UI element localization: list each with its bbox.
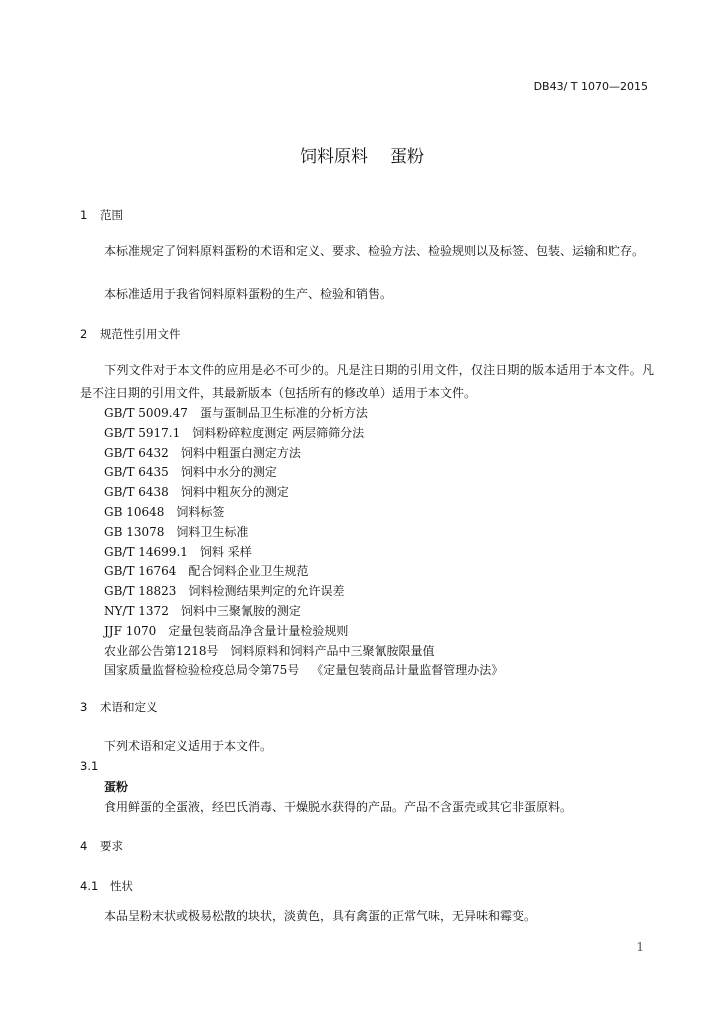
reference-item <box>104 602 301 619</box>
reference-code: GB/T 16764 <box>104 564 177 579</box>
reference-code: GB/T 6438 <box>104 485 169 500</box>
reference-title: 饲料中粗灰分的测定 <box>180 485 289 500</box>
section-3-intro: 下列术语和定义适用于本文件。 <box>104 739 273 753</box>
reference-code: GB/T 6435 <box>104 465 169 480</box>
reference-title: 《定量包装商品计量监督管理办法》 <box>311 663 504 678</box>
reference-title: 饲料 采样 <box>199 544 252 559</box>
reference-item <box>104 444 301 461</box>
subsection-title: 性状 <box>110 879 133 893</box>
section-1-paragraph-1 <box>80 240 654 263</box>
reference-title: 饲料卫生标准 <box>176 524 249 539</box>
reference-title: 配合饲料企业卫生规范 <box>188 564 309 579</box>
reference-code: NY/T 1372 <box>104 604 169 618</box>
section-title: 要求 <box>100 839 123 853</box>
reference-code: GB 10648 <box>104 505 165 519</box>
section-4-heading <box>80 838 123 854</box>
paragraph-text: 本标准适用于我省饲料原料蛋粉的生产、检验和销售。 <box>104 287 393 301</box>
subsection-4-1-heading <box>80 878 133 894</box>
reference-title: 饲料检测结果判定的允许误差 <box>188 584 345 599</box>
term-name: 蛋粉 <box>104 780 129 794</box>
reference-code: 农业部公告第1218号 <box>104 643 219 658</box>
reference-title: 饲料粉碎粒度测定 两层筛筛分法 <box>192 425 365 440</box>
reference-item <box>104 424 364 441</box>
reference-code: GB/T 5009.47 <box>104 406 188 420</box>
reference-code: JJF 1070 <box>104 623 157 638</box>
paragraph-text: 本标准规定了饲料原料蛋粉的术语和定义、要求、检验方法、检验规则以及标签、包装、运输和贮存。 <box>104 244 645 258</box>
section-number: 1 <box>80 208 88 222</box>
section-2-intro <box>80 359 654 405</box>
reference-item <box>104 661 503 678</box>
reference-title: 饲料标签 <box>176 505 225 519</box>
reference-title: 饲料原料和饲料产品中三聚氰胺限量值 <box>230 643 435 658</box>
reference-code: 国家质量监督检验检疫总局令第75号 <box>104 663 300 678</box>
reference-item <box>104 463 277 480</box>
reference-title: 饲料中水分的测定 <box>180 465 277 480</box>
term-definition: 食用鲜蛋的全蛋液，经巴氏消毒、干燥脱水获得的产品。产品不含蛋壳或其它非蛋原料。 <box>104 800 573 814</box>
reference-item <box>104 582 344 599</box>
reference-item <box>104 622 348 639</box>
reference-title: 定量包装商品净含量计量检验规则 <box>168 623 349 638</box>
reference-item <box>104 483 289 500</box>
reference-item <box>104 503 224 520</box>
section-1-heading <box>80 207 123 223</box>
section-number: 3 <box>80 700 88 714</box>
title-part-b: 蛋粉 <box>390 147 424 167</box>
reference-item <box>104 562 308 579</box>
section-title: 术语和定义 <box>100 700 158 714</box>
paragraph-text: 下列文件对于本文件的应用是必不可少的。凡是注日期的引用文件，仅注日期的版本适用于本文件。凡是不注日期的引用文件，其最新版本（包括所有的修改单）适用于本文件。 <box>80 363 654 400</box>
reference-title: 饲料中粗蛋白测定方法 <box>180 445 301 460</box>
section-number: 2 <box>80 327 88 341</box>
standard-number: DB43/ T 1070—2015 <box>533 80 648 93</box>
title-part-a: 饲料原料 <box>300 147 368 167</box>
section-title: 规范性引用文件 <box>100 327 181 341</box>
reference-title: 饲料中三聚氰胺的测定 <box>180 604 301 618</box>
subsection-number: 4.1 <box>80 879 99 893</box>
reference-title: 蛋与蛋制品卫生标准的分析方法 <box>199 406 368 420</box>
section-4-1-paragraph: 本品呈粉末状或极易松散的块状，淡黄色，具有禽蛋的正常气味，无异味和霉变。 <box>104 909 537 923</box>
term-number: 3.1 <box>80 759 99 773</box>
section-number: 4 <box>80 839 88 853</box>
document-title <box>0 142 724 167</box>
reference-code: GB/T 6432 <box>104 445 169 460</box>
section-3-heading <box>80 699 158 715</box>
section-title: 范围 <box>100 208 123 222</box>
reference-item <box>104 543 252 560</box>
reference-code: GB 13078 <box>104 524 165 539</box>
section-1-paragraph-2 <box>80 283 654 306</box>
reference-item <box>104 404 368 421</box>
reference-code: GB/T 14699.1 <box>104 544 188 559</box>
page-number: 1 <box>636 940 644 954</box>
reference-code: GB/T 5917.1 <box>104 425 181 440</box>
reference-code: GB/T 18823 <box>104 584 177 599</box>
section-2-heading <box>80 326 181 342</box>
reference-item <box>104 523 248 540</box>
reference-item <box>104 642 435 659</box>
